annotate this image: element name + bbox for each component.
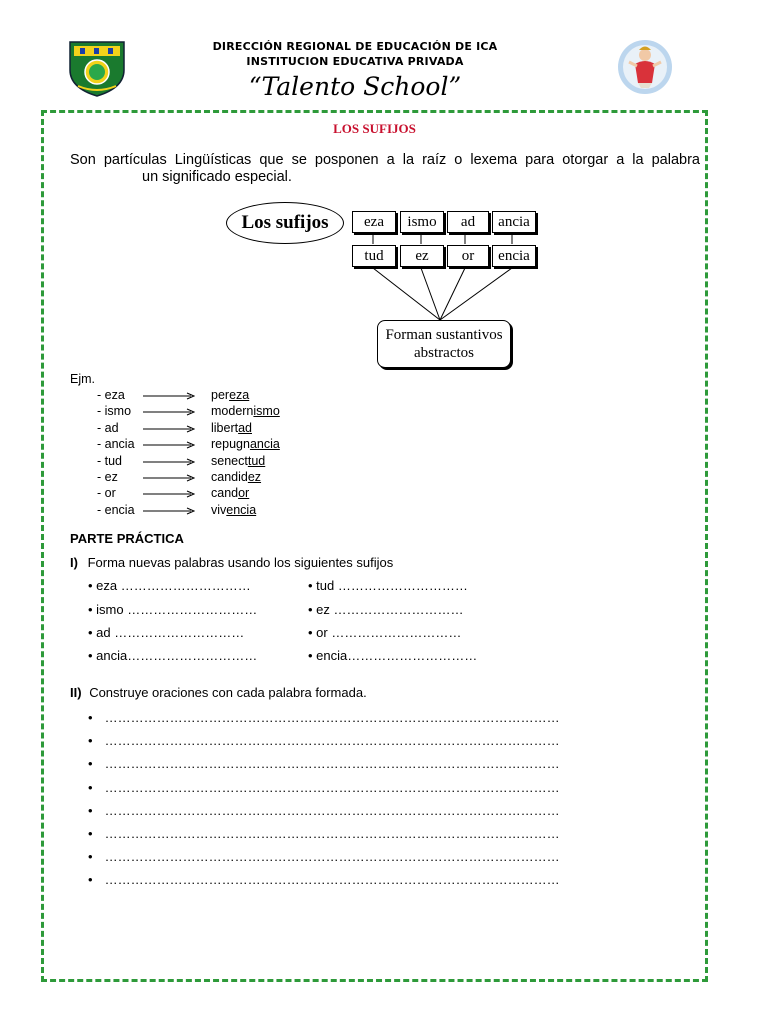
sentence-answer-line [88, 733, 560, 748]
school-name: “Talento School” [248, 72, 462, 101]
dotted-answer-space: …………………………………………………………………………………………… [104, 872, 560, 888]
intro-line-1: Son partículas Lingüísticas que se posponen a la raíz o lexema para otorgar a la palabra [70, 152, 700, 168]
example-word-suffix: tud [247, 453, 266, 468]
sentence-answer-line [88, 872, 560, 887]
example-word [211, 470, 261, 485]
bullet-icon: • [88, 826, 93, 841]
suffix-practice-item: • encia………………………… [308, 648, 478, 663]
suffix-box-ad: ad [447, 211, 489, 233]
suffix-box-ancia: ancia [492, 211, 536, 233]
suffix-box-encia: encia [492, 245, 536, 267]
dotted-answer-space: …………………………………………………………………………………………… [104, 849, 560, 865]
practice-heading: PARTE PRÁCTICA [70, 531, 184, 546]
suffix-practice-item: • ancia………………………… [88, 648, 258, 663]
example-suffix: - encia [97, 502, 135, 517]
example-word [211, 421, 252, 436]
right-arrow-icon [143, 425, 195, 433]
sentence-answer-line [88, 826, 560, 841]
dotted-answer-space: …………………………………………………………………………………………… [104, 802, 560, 818]
religious-emblem-image [615, 38, 675, 96]
right-arrow-icon [143, 441, 195, 449]
suffix-practice-item: • ismo ………………………… [88, 602, 258, 617]
suffix-practice-item: • ez ………………………… [308, 602, 464, 617]
right-arrow-icon [143, 392, 195, 400]
suffix-practice-item: • eza ………………………… [88, 578, 251, 593]
example-word [211, 454, 265, 469]
suffix-box-or: or [447, 245, 489, 267]
dotted-answer-space: …………………………………………………………………………………………… [104, 779, 560, 795]
example-suffix: - ez [97, 470, 118, 484]
right-arrow-icon [143, 490, 195, 498]
example-word [211, 486, 249, 501]
intro-paragraph [70, 152, 700, 186]
suffix-practice-item: • or ………………………… [308, 625, 462, 640]
example-suffix: - eza [97, 388, 125, 402]
example-suffix: - ismo [97, 404, 132, 419]
part2-instruction-row [70, 685, 367, 700]
header-institution-type: INSTITUCION EDUCATIVA PRIVADA [246, 55, 464, 68]
part2-numeral: II) [70, 685, 82, 700]
example-word [211, 437, 280, 452]
school-crest-logo [66, 36, 128, 98]
sentence-answer-line [88, 803, 560, 818]
bullet-icon: • [88, 872, 93, 888]
part1-numeral: I) [70, 555, 78, 570]
example-suffix: - or [97, 486, 116, 501]
example-suffix: - tud [97, 453, 123, 468]
example-word-stem: cand [211, 486, 239, 501]
bullet-icon: • [88, 733, 93, 749]
examples-label: Ejm. [70, 372, 95, 386]
suffix-practice-item: • ad ………………………… [88, 625, 245, 640]
bullet-icon: • [88, 802, 93, 818]
part1-instruction: Forma nuevas palabras usando los siguientes sufijos [87, 555, 394, 570]
example-word-suffix: ancia [249, 437, 280, 452]
diagram-result-box [377, 320, 511, 368]
result-line-1: Forman sustantivos [385, 327, 503, 343]
dotted-answer-space: …………………………………………………………………………………………… [104, 733, 560, 749]
example-word-stem: senect [211, 453, 248, 468]
right-arrow-icon [143, 474, 195, 482]
bullet-icon: • [88, 756, 93, 772]
example-word-suffix: ismo [253, 404, 280, 419]
example-word-stem: viv [211, 502, 227, 517]
bullet-icon: • [88, 779, 93, 795]
dotted-answer-space: …………………………………………………………………………………………… [104, 756, 560, 772]
suffix-box-tud: tud [352, 245, 396, 267]
example-word-suffix: ad [238, 420, 252, 435]
sentence-answer-line [88, 756, 560, 771]
example-word-stem: per [211, 388, 230, 402]
example-word-stem: modern [211, 404, 254, 419]
sentence-answer-line [88, 780, 560, 795]
part1-instruction-row [70, 555, 393, 570]
suffix-practice-item: • tud ………………………… [308, 578, 468, 593]
worksheet-title: LOS SUFIJOS [333, 121, 416, 136]
sentence-answer-line [88, 849, 560, 864]
example-word-suffix: encia [226, 502, 257, 517]
example-word [211, 503, 256, 518]
header-regional-direction: DIRECCIÓN REGIONAL DE EDUCACIÓN DE ICA [212, 40, 498, 53]
example-word-suffix: ez [247, 470, 262, 484]
example-word [211, 388, 249, 403]
part2-instruction: Construye oraciones con cada palabra formada. [89, 685, 367, 700]
example-word-suffix: or [238, 486, 250, 501]
right-arrow-icon [143, 408, 195, 416]
example-suffix: - ancia [97, 437, 135, 452]
example-word-stem: libert [211, 420, 239, 435]
example-word-suffix: eza [229, 388, 250, 402]
intro-line-2: un significado especial. [142, 169, 292, 185]
result-line-2: abstractos [414, 345, 474, 361]
dotted-answer-space: …………………………………………………………………………………………… [104, 710, 560, 725]
suffix-box-ismo: ismo [400, 211, 444, 233]
example-suffix: - ad [97, 420, 119, 435]
example-word-stem: repugn [211, 437, 250, 452]
bullet-icon: • [88, 849, 93, 865]
suffixes-ellipse-label: Los sufijos [226, 202, 344, 244]
right-arrow-icon [143, 458, 195, 466]
bullet-icon: • [88, 710, 93, 725]
example-word [211, 404, 280, 419]
example-word-stem: candid [211, 470, 248, 484]
right-arrow-icon [143, 507, 195, 515]
suffix-box-eza: eza [352, 211, 396, 233]
dotted-answer-space: …………………………………………………………………………………………… [104, 826, 560, 841]
suffix-box-ez: ez [400, 245, 444, 267]
sentence-answer-line [88, 710, 560, 725]
